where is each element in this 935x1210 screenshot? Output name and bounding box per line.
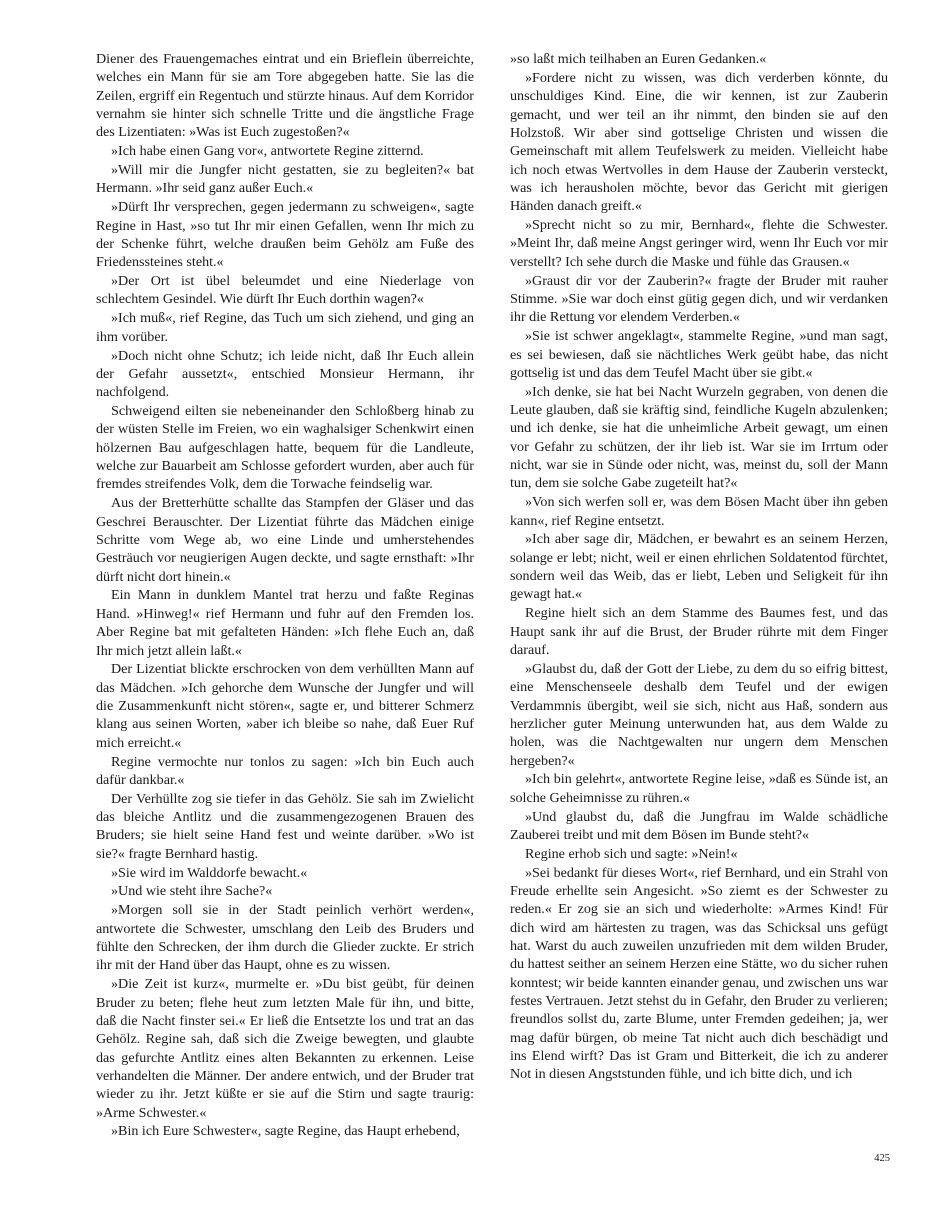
paragraph: »Dürft Ihr versprechen, gegen jedermann zu schweigen«, sagte Regine in Hast, »so tut Ihr mir einen Gefallen, wenn Ihr mich zu der Schenke führt, welche draußen beim Gehölz am Fuße des Friedenssteines steht.« (96, 199, 474, 271)
paragraph: »Von sich werfen soll er, was dem Bösen Macht über ihn geben kann«, rief Regine entsetzt. (510, 494, 888, 529)
paragraph: »Und glaubst du, daß die Jungfrau im Walde schädliche Zauberei treibt und mit dem Bösen im Bunde steht?« (510, 808, 888, 843)
paragraph: »Und wie steht ihre Sache?« (111, 883, 273, 900)
paragraph: »Ich habe einen Gang vor«, antwortete Regine zitternd. (111, 143, 424, 160)
paragraph: Der Verhüllte zog sie tiefer in das Gehölz. Sie sah im Zwielicht das bleiche Antlitz und die zusammengezogenen Brauen des Bruders; sie hielt seine Hand fest und weinte darüber. »Wo ist sie?« fragte Bernhard hastig. (96, 790, 474, 862)
paragraph: »Ich bin gelehrt«, antwortete Regine leise, »daß es Sünde ist, an solche Geheimnisse zu rühren.« (510, 771, 888, 806)
paragraph: Der Lizentiat blickte erschrocken von dem verhüllten Mann auf das Mädchen. »Ich gehorche dem Wunsche der Jungfer und will die Zusammenkunft nicht stören«, sagte er, und bitterer Schmerz klang aus seinen Worten, »aber ich bleibe so nahe, daß Euer Ruf mich erreicht.« (96, 661, 474, 751)
paragraph: »Ich denke, sie hat bei Nacht Wurzeln gegraben, von denen die Leute glauben, daß sie kräftig sind, feindliche Kugeln abzulenken; und ich denke, sie hat die unheimliche Arbeit gewagt, um einen vor Gefahr zu schützen, der ihr lieb ist. War sie im Irrtum oder nicht, war sie in Sünde oder nicht, was, meinst du, soll der Mann tun, dem sie solche Gabe zugeteilt hat?« (510, 383, 888, 492)
paragraph: Regine erhob sich und sagte: »Nein!« (525, 845, 738, 862)
paragraph: »Morgen soll sie in der Stadt peinlich verhört werden«, antwortete die Schwester, umschlang den Leib des Bruders und fühlte den Schrecken, der ihm durch die Glieder zuckte. Er strich ihr mit der Hand über das Haupt, ohne es zu wissen. (96, 902, 474, 974)
paragraph: Regine vermochte nur tonlos zu sagen: »Ich bin Euch auch dafür dankbar.« (96, 753, 474, 788)
left-column (96, 50, 474, 1141)
paragraph: »Glaubst du, daß der Gott der Liebe, zu dem du so eifrig bittest, eine Menschenseele deshalb dem Teufel und der ewigen Verdammnis übergibt, weil sie sich, nicht aus Haß, sondern aus herzlicher guter Meinung unterwunden hat, aus dem Walde zu holen, was die Nachtgewalten nur ungern dem Menschen hergeben?« (510, 660, 888, 769)
paragraph: »Doch nicht ohne Schutz; ich leide nicht, daß Ihr Euch allein der Gefahr aussetzt«, entschied Monsieur Hermann, ihr nachfolgend. (96, 347, 474, 401)
paragraph: Schweigend eilten sie nebeneinander den Schloßberg hinab zu der wüsten Stelle im Freien, wo ein waghalsiger Schenkwirt einen hölzernen Bau aufgeschlagen hatte, bequem für die Landleute, welche zur Bauarbeit am Schlosse gefordert wurden, aber auch für fremdes streifendes Volk, dem die Torwache feindselig war. (96, 403, 474, 493)
paragraph: »Bin ich Eure Schwester«, sagte Regine, das Haupt erhebend, (111, 1123, 460, 1140)
paragraph: »Die Zeit ist kurz«, murmelte er. »Du bist geübt, für deinen Bruder zu beten; flehe heut zum letzten Male für ihn, und bitte, daß die Nacht finster sei.« Er ließ die Entsetzte los und trat an das Gehölz. Regine sah, daß sich die Zweige bewegten, und glaubte das gefurchte Antlitz eines alten Bekannten zu erkennen. Leise verhandelten die Männer. Der andere entwich, und der Bruder trat wieder zu ihr. Jetzt küßte er sie auf die Stirn und sagte traurig: »Arme Schwester.« (96, 976, 474, 1121)
paragraph: »Sie wird im Walddorfe bewacht.« (111, 864, 308, 881)
page-number: 425 (874, 1153, 890, 1164)
paragraph: »Der Ort ist übel beleumdet und eine Niederlage von schlechtem Gesindel. Wie dürft Ihr Euch dorthin wagen?« (96, 273, 474, 308)
paragraph: »Graust dir vor der Zauberin?« fragte der Bruder mit rauher Stimme. »Sie war doch einst gütig gegen dich, und wir verdanken ihr die Rettung vor elendem Verderben.« (510, 272, 888, 326)
paragraph: Diener des Frauengemaches eintrat und ein Brieflein überreichte, welches ein Mann für sie am Tore abgegeben hatte. Sie las die Zeilen, ergriff ein Regentuch und stürzte hinaus. Auf dem Korridor vernahm sie hinter sich schnelle Tritte und die ängstliche Frage des Lizentiaten: »Was ist Euch zugestoßen?« (96, 51, 474, 141)
paragraph: Aus der Bretterhütte schallte das Stampfen der Gläser und das Geschrei Berauschter. Der Lizentiat führte das Mädchen einige Schritte vom Wege ab, wo eine Linde und umherstehendes Gesträuch vor neugierigen Augen deckte, und sagte ernsthaft: »Ihr dürft nicht dort hinein.« (96, 495, 474, 585)
paragraph: »Fordere nicht zu wissen, was dich verderben könnte, du unschuldiges Kind. Eine, die wir kennen, ist zur Zauberin gemacht, und wer teil an ihr nimmt, den binden sie auf den Holzstoß. Wir aber sind gottselige Christen und wissen die Gemeinschaft mit allem Teufelswerk zu meiden. Vielleicht habe ich noch etwas Wertvolles in dem Hause der Zauberin versteckt, was ich herausholen möchte, bevor das Gericht mit gierigen Händen danach greift.« (510, 69, 888, 215)
paragraph: »so laßt mich teilhaben an Euren Gedanken.« (510, 51, 767, 67)
paragraph: Ein Mann in dunklem Mantel trat herzu und faßte Reginas Hand. »Hinweg!« rief Hermann und fuhr auf den Fremden los. Aber Regine bat mit gefalteten Händen: »Ich flehe Euch an, daß Ihr mich jetzt allein laßt.« (96, 587, 474, 659)
paragraph: »Ich aber sage dir, Mädchen, er bewahrt es an seinem Herzen, solange er lebt; nicht, weil er einen ehrlichen Soldatentod fürchtet, sondern weil das Weib, das er liebt, Leben und Seligkeit für ihn gewagt hat.« (510, 531, 888, 603)
paragraph: »Sei bedankt für dieses Wort«, rief Bernhard, und ein Strahl von Freude erhellte sein Angesicht. »So ziemt es der Schwester zu reden.« Er zog sie an sich und wiederholte: »Armes Kind! Für dich wird am härtesten zu tragen, was das Schicksal uns gefügt hat. Warst du auch zuweilen unzufrieden mit dem wilden Bruder, du hattest seither an seinem Herzen eine Stätte, wo du sicher ruhen konntest; wir beide kannten einander genau, und zwischen uns war festes Vertrauen. Jetzt stehst du in Gefahr, den Bruder zu verlieren; freundlos sollst du, zarte Blume, unter Fremden gedeihen; ja, wer mag dafür bürgen, ob meine Tat nicht auch dich beschädigt und ins Elend wirft? Das ist Gram und Bitterkeit, die ich zu anderer Not in diesen Angststunden fühle, und ich bitte dich, und ich (510, 864, 888, 1083)
paragraph: »Will mir die Jungfer nicht gestatten, sie zu begleiten?« bat Hermann. »Ihr seid ganz außer Euch.« (96, 162, 474, 197)
paragraph: Regine hielt sich an dem Stamme des Baumes fest, und das Haupt sank ihr auf die Brust, der Bruder rührte mit dem Finger darauf. (510, 605, 888, 658)
paragraph: »Sprecht nicht so zu mir, Bernhard«, flehte die Schwester. »Meint Ihr, daß meine Angst geringer wird, wenn Ihr Euch vor mir verstellt? Ich sehe durch die Maske und fühle das Grausen.« (510, 217, 888, 270)
paragraph: »Sie ist schwer angeklagt«, stammelte Regine, »und man sagt, es sei bewiesen, daß sie nächtliches Werk geübt habe, das nicht gottselig ist und das dem Teufel Macht über sie gibt.« (510, 328, 888, 381)
right-column (510, 50, 888, 1084)
paragraph: »Ich muß«, rief Regine, das Tuch um sich ziehend, und ging an ihm vorüber. (96, 310, 474, 345)
